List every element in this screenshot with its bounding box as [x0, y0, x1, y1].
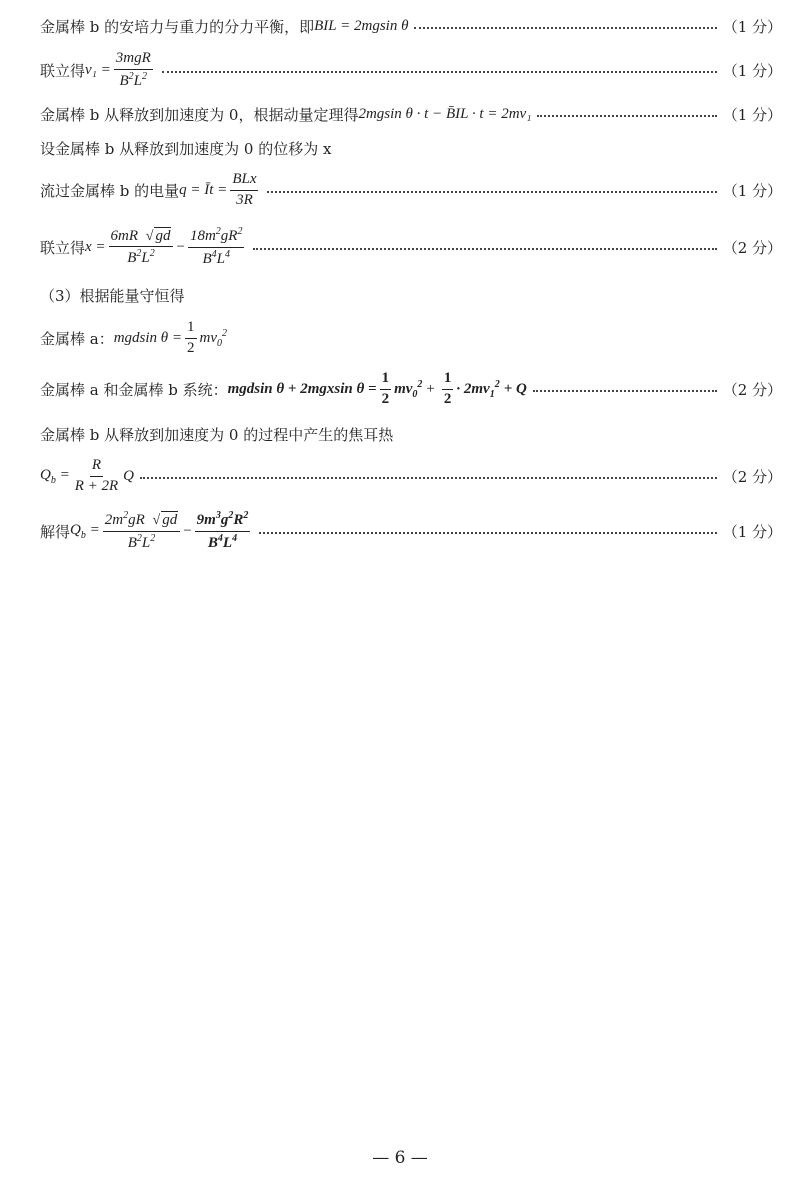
section-heading: （3）根据能量守恒得 [40, 286, 185, 305]
fraction-numerator: 1 [442, 370, 454, 389]
solution-line-2 [40, 50, 782, 90]
dot-leader [253, 248, 716, 250]
line-text: 金属棒 b 的安培力与重力的分力平衡，即 [40, 17, 315, 36]
fraction [109, 227, 174, 268]
score-label: （1 分） [722, 61, 782, 80]
dot-leader [162, 71, 717, 73]
equation-lhs: mgdsin θ + 2mgxsin θ = [227, 380, 377, 397]
fraction [442, 370, 454, 408]
dot-leader [537, 115, 716, 117]
equation-term: $mv_0^2$ [199, 327, 228, 349]
line-text: 解得 [40, 522, 71, 541]
fraction-denominator: 2 [381, 390, 390, 407]
score-label: （2 分） [722, 238, 782, 257]
equation-term: · $2mv_1^2$ [456, 378, 500, 400]
fraction-denominator: $B^2L^2$ [127, 532, 156, 551]
fraction-denominator: $B^4L^4$ [202, 248, 230, 267]
solution-line-3 [40, 102, 782, 126]
fraction-numerator: $9m^3g^2R^2$ [195, 510, 251, 531]
plus-sign: + [426, 380, 435, 397]
fraction-denominator: $B^4L^4$ [207, 532, 238, 551]
equation-term: + Q [503, 380, 527, 397]
solution-line-11 [40, 456, 782, 496]
line-text: 设金属棒 b 从释放到加速度为 0 的位移为 x [40, 139, 332, 158]
solution-line-7 [40, 283, 782, 307]
fraction-numerator: R [90, 457, 103, 476]
fraction-denominator: R + 2R [74, 477, 119, 494]
equation-term-text: · 2mv [456, 380, 490, 397]
fraction-numerator: 3mgR [114, 50, 153, 69]
fraction-numerator: BLx [230, 171, 258, 190]
fraction-numerator: $18m^2gR^2$ [188, 226, 245, 247]
dot-leader [414, 27, 716, 29]
solution-line-10 [40, 422, 782, 446]
score-label: （1 分） [722, 17, 782, 36]
score-label: （1 分） [722, 105, 782, 124]
fraction [114, 50, 153, 90]
minus-sign: − [183, 522, 192, 539]
minus-sign: − [176, 238, 185, 255]
equation-lhs: mgdsin θ = [113, 329, 183, 346]
solution-line-12 [40, 510, 782, 552]
equation-lhs: $Q_b$ = [40, 466, 70, 486]
fraction [73, 457, 120, 495]
equation-lhs: x = [85, 238, 106, 255]
score-label: （1 分） [722, 181, 782, 200]
line-text: 金属棒 b 从释放到加速度为 0 的过程中产生的焦耳热 [40, 425, 394, 444]
fraction-numerator: 1 [185, 319, 197, 338]
equation: 2mgsin θ · t − B̄IL · t = 2mv₁ [358, 105, 532, 122]
fraction-denominator: $B^2L^2$ [119, 70, 148, 89]
solution-line-8 [40, 318, 782, 358]
fraction-denominator: 2 [443, 390, 452, 407]
line-text: 金属棒 a： [40, 329, 114, 348]
fraction [185, 319, 197, 357]
fraction-numerator: 1 [380, 370, 392, 389]
equation-lhs: q = Īt = [179, 181, 228, 198]
page-number: — 6 — [372, 1148, 428, 1168]
score-label: （2 分） [722, 467, 782, 486]
solution-line-6 [40, 226, 782, 268]
equals-sign: = [89, 521, 100, 538]
solution-line-5 [40, 170, 782, 210]
equation-lhs: $Q_b$ = [70, 521, 100, 541]
fraction [195, 510, 251, 552]
score-label: （2 分） [722, 380, 782, 399]
fraction-denominator: 2 [187, 339, 195, 356]
equals-sign: = [59, 466, 70, 483]
solution-line-9 [40, 369, 782, 409]
dot-leader [140, 477, 717, 479]
equation-term: $mv_0^2$ [394, 378, 423, 400]
line-text: 联立得 [40, 238, 86, 257]
line-text: 金属棒 a 和金属棒 b 系统： [40, 380, 228, 399]
fraction-denominator: 3R [236, 191, 253, 208]
solution-line-1 [40, 14, 782, 38]
fraction-denominator: $B^2L^2$ [127, 248, 155, 266]
fraction [230, 171, 258, 209]
equation-lhs: v₁ = [85, 61, 111, 78]
dot-leader [259, 532, 716, 534]
line-text: 流过金属棒 b 的电量 [40, 181, 180, 200]
fraction [103, 510, 180, 552]
solution-line-4 [40, 136, 782, 160]
fraction [380, 370, 392, 408]
score-label: （1 分） [722, 522, 782, 541]
line-text: 金属棒 b 从释放到加速度为 0，根据动量定理得 [40, 105, 359, 124]
fraction-numerator: $2m^2gR$ √ gd [103, 510, 180, 531]
dot-leader [267, 191, 716, 193]
line-text: 联立得 [40, 61, 86, 80]
dot-leader [533, 390, 717, 392]
equation-term: Q [123, 467, 135, 484]
fraction-numerator: 6mR √ gd [109, 227, 174, 247]
fraction [188, 226, 245, 268]
equation: BIL = 2mgsin θ [314, 17, 409, 34]
